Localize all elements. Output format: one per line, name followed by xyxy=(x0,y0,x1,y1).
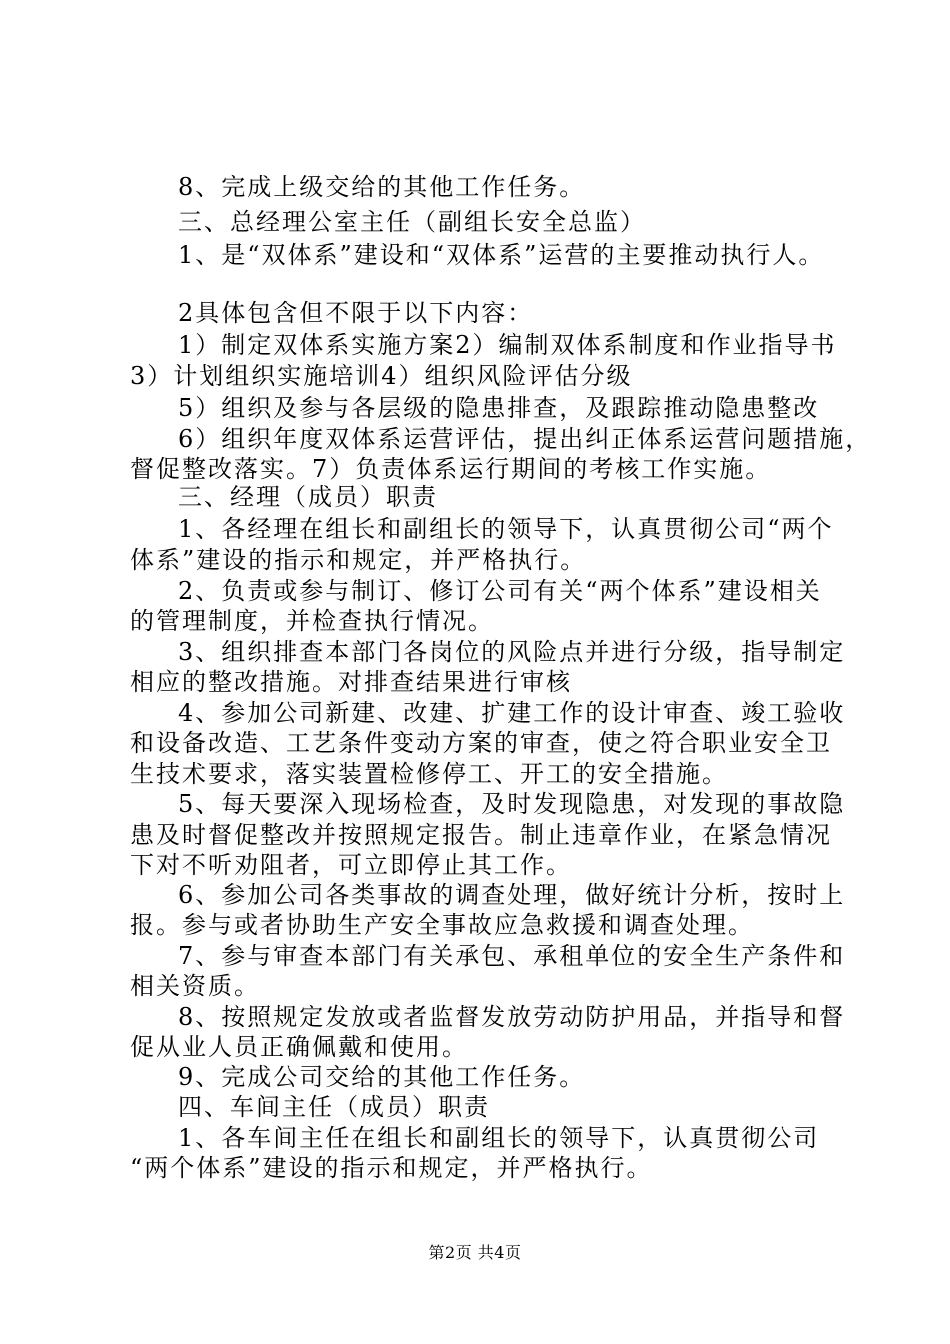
text-line: 和设备改造、工艺条件变动方案的审查，使之符合职业安全卫 xyxy=(130,729,832,757)
text-line: 1、各车间主任在组长和副组长的领导下，认真贯彻公司 xyxy=(178,1124,820,1152)
text-line: 1）制定双体系实施方案2）编制双体系制度和作业指导书 xyxy=(178,331,837,359)
text-line: 1、各经理在组长和副组长的领导下，认真贯彻公司“两个 xyxy=(178,515,834,543)
text-line: 1、是“双体系”建设和“双体系”运营的主要推动执行人。 xyxy=(178,241,825,269)
text-line: 促从业人员正确佩戴和使用。 xyxy=(130,1033,468,1061)
text-line: 7、参与审查本部门有关承包、承租单位的安全生产条件和 xyxy=(178,942,846,970)
text-line: 5）组织及参与各层级的隐患排查，及跟踪推动隐患整改 xyxy=(178,394,820,422)
section-heading: 四、车间主任（成员）职责 xyxy=(178,1093,490,1121)
text-line: 2具体包含但不限于以下内容： xyxy=(178,299,534,327)
text-line: 8、完成上级交给的其他工作任务。 xyxy=(178,173,586,201)
page-footer: 第2页 共4页 xyxy=(428,1243,522,1262)
text-line: 下对不听劝阻者，可立即停止其工作。 xyxy=(130,851,572,879)
text-line: 9、完成公司交给的其他工作任务。 xyxy=(178,1063,586,1091)
text-line: 生技术要求，落实装置检修停工、开工的安全措施。 xyxy=(130,760,728,788)
text-line: “两个体系”建设的指示和规定，并严格执行。 xyxy=(130,1154,653,1182)
text-line: 三、总经理公室主任（副组长安全总监） xyxy=(178,208,646,236)
text-line: 4、参加公司新建、改建、扩建工作的设计审查、竣工验收 xyxy=(178,699,846,727)
section-heading: 三、经理（成员）职责 xyxy=(178,483,438,511)
text-line: 相关资质。 xyxy=(130,972,260,1000)
text-line: 相应的整改措施。对排查结果进行审核 xyxy=(130,668,572,696)
text-line: 督促整改落实。7）负责体系运行期间的考核工作实施。 xyxy=(130,455,772,483)
text-line: 6）组织年度双体系运营评估，提出纠正体系运营问题措施， xyxy=(178,425,872,453)
text-line: 5、每天要深入现场检查，及时发现隐患，对发现的事故隐 xyxy=(178,790,846,818)
text-line: 的管理制度，并检查执行情况。 xyxy=(130,607,494,635)
text-line: 8、按照规定发放或者监督发放劳动防护用品，并指导和督 xyxy=(178,1003,846,1031)
text-line: 6、参加公司各类事故的调查处理，做好统计分析，按时上 xyxy=(178,881,846,909)
text-line: 患及时督促整改并按照规定报告。制止违章作业，在紧急情况 xyxy=(130,821,832,849)
text-line: 3、组织排查本部门各岗位的风险点并进行分级，指导制定 xyxy=(178,638,846,666)
text-line: 报。参与或者协助生产安全事故应急救援和调查处理。 xyxy=(130,911,754,939)
text-line: 体系”建设的指示和规定，并严格执行。 xyxy=(130,546,587,574)
text-line: 2、负责或参与制订、修订公司有关“两个体系”建设相关 xyxy=(178,577,822,605)
text-line: 3）计划组织实施培训4）组织风险评估分级 xyxy=(130,362,633,390)
